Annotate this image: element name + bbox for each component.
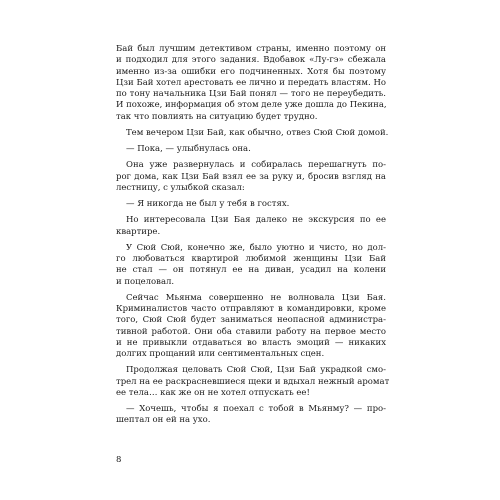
text-line: Бай был лучшим детективом страны, именно поэтому он [116,44,386,54]
page-number: 8 [116,455,122,465]
text-line: долгих прощаний или сентиментальных сцен. [116,349,325,359]
paragraph [116,243,386,288]
paragraph [116,365,390,399]
paragraph [116,127,389,139]
text-line: шептал он ей на ухо. [116,415,211,426]
text-line: и не привыкли отдаваться во власть эмоций — никаких [116,337,386,348]
paragraph [116,160,386,194]
text-line: Криминалистов часто отправляют в командировки, кроме [116,304,386,314]
text-line: и поцеловал. [116,276,175,287]
text-line: по тону начальника Цзи Бай понял — того не переубедить. [116,89,386,99]
text-line: так что повлиять на ситуацию будет трудно. [116,111,318,122]
text-line: — Я никогда не был у тебя в гостях. [126,199,290,209]
text-line: Она уже развернулась и собиралась перешагнуть по- [126,160,386,171]
text-line: не стал — он потянул ее на диван, усадил на колени [116,265,386,276]
text-line: рог дома, как Цзи Бай взял ее за руку и, бросив взгляд на [116,171,386,182]
text-line: тивной работой. Они оба ставили работу на первое место [116,326,386,337]
text-line: — Пока, — улыбнулась она. [126,144,251,154]
text-line: лестницу, с улыбкой сказал: [116,182,245,193]
text-line: того, Сюй Сюй будет заниматься неопасной администра- [116,315,386,326]
paragraph [116,144,386,155]
paragraph [116,404,386,427]
paragraph [116,199,386,210]
text-line: го любоваться квартирой любимой женщины Цзи Бай [116,254,386,264]
text-line: Цзи Бай хотел арестовать ее лично и передать властям. Но [116,77,386,88]
paragraph [116,44,386,123]
text-line: квартире. [116,226,161,237]
text-line: и подходил для этого задания. Вдобавок «Лу-гэ» сбежала [116,55,386,66]
text-line: Продолжая целовать Сюй Сюй, Цзи Бай украдкой смо- [126,365,386,376]
paragraph [116,293,386,361]
text-line: Но интересовала Цзи Бая далеко не экскурсия по ее [126,215,386,226]
text-line: — Хочешь, чтобы я поехал с тобой в Мьянму? — про- [126,404,386,414]
text-line: Сейчас Мьянма совершенно не волновала Цзи Бая. [126,292,386,303]
text-line: Тем вечером Цзи Бай, как обычно, отвез Сюй Сюй домой. [126,127,389,138]
body-text [116,44,390,427]
text-line: У Сюй Сюй, конечно же, было уютно и чисто, но дол- [126,242,386,253]
paragraph [116,215,386,238]
text-line: трел на ее раскрасневшиеся щеки и вдыхал нежный аромат [116,376,390,387]
text-line: именно из-за ошибки его подчиненных. Хотя бы поэтому [116,66,386,77]
text-line: ее тела… как же он не хотел отпускать ее! [116,387,310,398]
text-line: И похоже, информация об этом деле уже дошла до Пекина, [116,100,387,111]
